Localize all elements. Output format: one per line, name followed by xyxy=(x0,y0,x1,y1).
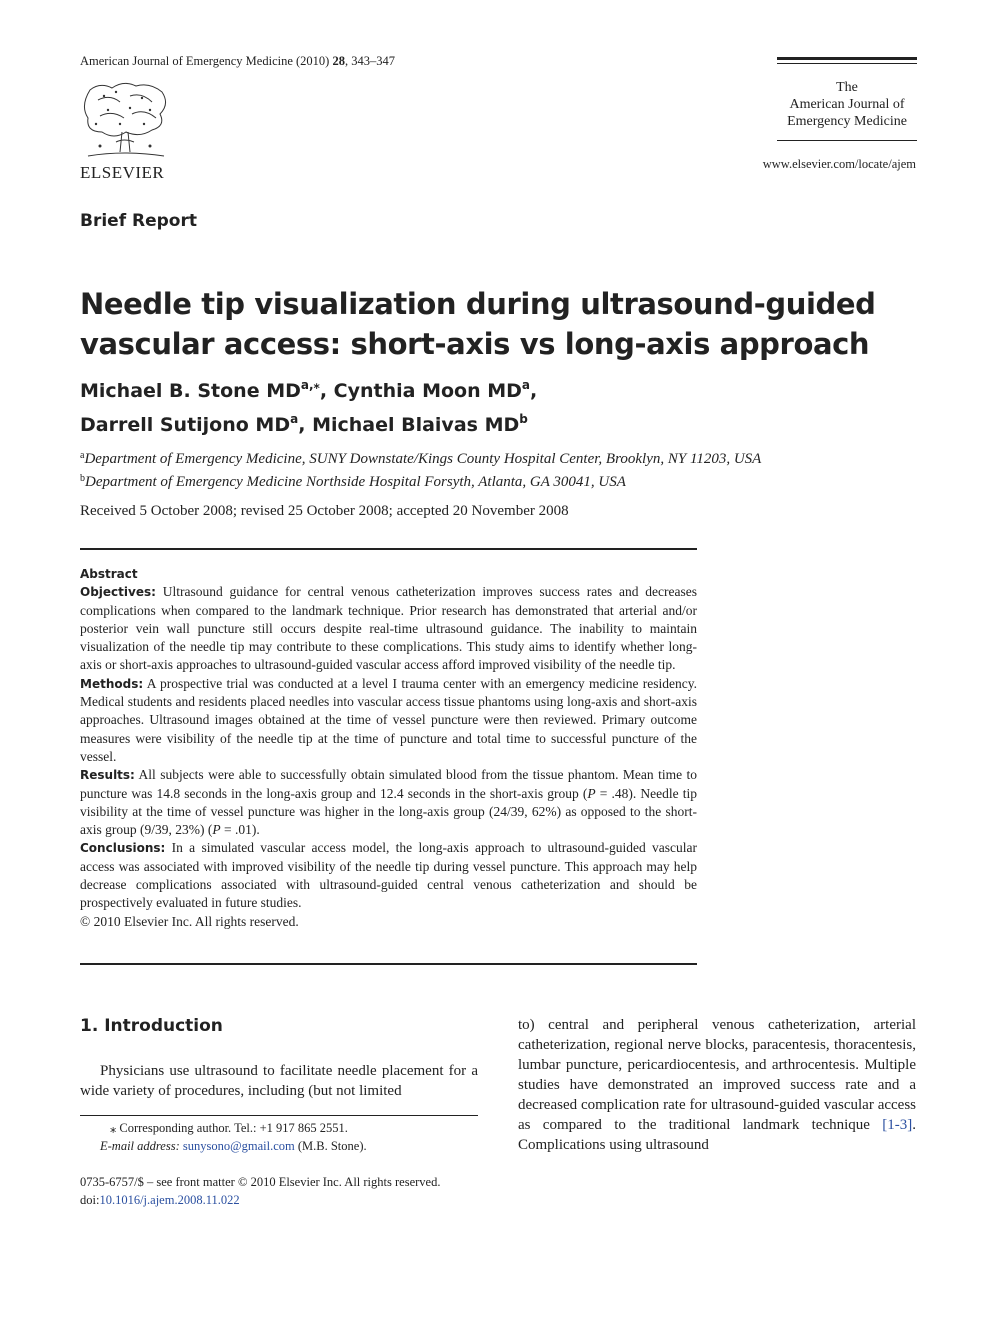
body-text-left: Physicians use ultrasound to facilitate needle placement for a wide variety of procedures, including (but not limited xyxy=(80,1063,478,1099)
body-text-right: to) central and peripheral venous catheterization, arterial catheterization, regional nerve blocks, paracentesis, thoracentesis, lumbar puncture, pericardiocentesis, and arthrocentesis. Multiple studies have demonstrated an improved success rate and a decreased complication rate for ultrasound-guided vascular access as compared to the traditional landmark technique [1-3]. Complications using ultrasound xyxy=(518,1017,916,1153)
abstract xyxy=(80,565,697,931)
journal-name: The American Journal of Emergency Medicine xyxy=(787,80,907,129)
article-title: Needle tip visualization during ultrasound-guided vascular access: short-axis vs long-axis approach xyxy=(80,287,876,361)
affiliation: $^a$Department of Emergency Medicine, SUNY Downstate/Kings County Hospital Center, Brooklyn, NY 11203, USA xyxy=(80,450,762,467)
abstract-conclusions: Conclusions: In a simulated vascular access model, the long-axis approach to ultrasound-guided vascular access was associated with improved visibility of the needle tip during vessel puncture. This approach may help decrease complications associated with ultrasound-guided central venous catheterization and should be prospectively evaluated in future studies. xyxy=(80,840,698,911)
author[interactable]: Michael B. Stone $MD^{a,⁎}$ xyxy=(80,378,320,402)
affiliation: $^b$Department of Emergency Medicine Northside Hospital Forsyth, Atlanta, GA 30041, USA xyxy=(80,473,626,490)
author[interactable]: Michael Blaivas $MD^b$ xyxy=(312,412,528,436)
front-matter: 0735-6757/$ – see front matter © 2010 Elsevier Inc. All rights reserved. doi:10.1016/j.ajem.2008.11.022 xyxy=(80,1175,441,1207)
header-rule xyxy=(777,63,917,64)
abstract-copyright: © 2010 Elsevier Inc. All rights reserved. xyxy=(80,913,299,929)
abstract-objectives: Objectives: Ultrasound guidance for central venous catheterization improves success rates and decreases complications when compared to the landmark technique. Prior research has demonstrated that arterial and/or posterior vein wall puncture still occurs despite real-time ultrasound guidance. The inability to maintain visualization of the needle tip may contribute to these complications. This study aims to identify whether long-axis or short-axis approaches to ultrasound-guided vascular access afford improved visibility of the needle tip. xyxy=(80,584,697,673)
section-heading: 1. Introduction xyxy=(80,1016,223,1036)
doi-link[interactable]: 10.1016/j.ajem.2008.11.022 xyxy=(99,1193,240,1207)
footnote: ⁎ Corresponding author. Tel.: +1 917 865 2551. E-mail address: sunysono@gmail.com (M.B. Stone). xyxy=(100,1121,367,1153)
footnote-rule xyxy=(80,1115,478,1116)
abstract-results: Results: All subjects were able to successfully obtain simulated blood from the tissue phantom. Mean time to puncture was 14.8 seconds in the long-axis group and 12.4 seconds in the short-axis group (P = .48). Needle tip visibility at the time of vessel puncture was higher in the long-axis group (24/39, 62%) as opposed to the short-axis group (9/39, 23%) (P = .01). xyxy=(80,767,697,838)
abstract-methods: Methods: A prospective trial was conducted at a level I trauma center with an emergency medicine residency. Medical students and residents placed needles into vascular access tissue phantoms using long-axis and short-axis approaches. Ultrasound images obtained at the time of vessel puncture were then reviewed. Primary outcome measures were visibility of the needle tip at the time of puncture and total time to successful puncture of the vessel. xyxy=(80,675,697,764)
journal-citation: American Journal of Emergency Medicine (2010) 28, 343–347 xyxy=(80,54,395,68)
header-rule xyxy=(777,140,917,141)
header-rule xyxy=(777,57,917,60)
author[interactable]: Cynthia Moon $MD^a$ xyxy=(333,378,531,402)
affiliations xyxy=(80,446,910,492)
abstract-rule xyxy=(80,963,697,965)
journal-url[interactable]: www.elsevier.com/locate/ajem xyxy=(762,157,916,171)
abstract-rule xyxy=(80,548,697,550)
author[interactable]: Darrell Sutijono $MD^a$ xyxy=(80,412,299,436)
email-link[interactable]: sunysono@gmail.com xyxy=(182,1139,295,1153)
publisher-name: ELSEVIER xyxy=(80,163,165,182)
author-list: Michael B. Stone $MD^{a,⁎}$, Cynthia Moon $MD^a$, Darrell Sutijono $MD^a$, Michael Blaivas $MD^b$ xyxy=(80,378,538,436)
reference-link[interactable]: [1-3] xyxy=(882,1117,913,1133)
abstract-heading: Abstract xyxy=(80,567,138,581)
article-dates: Received 5 October 2008; revised 25 October 2008; accepted 20 November 2008 xyxy=(80,503,569,519)
article-type: Brief Report xyxy=(80,211,197,231)
